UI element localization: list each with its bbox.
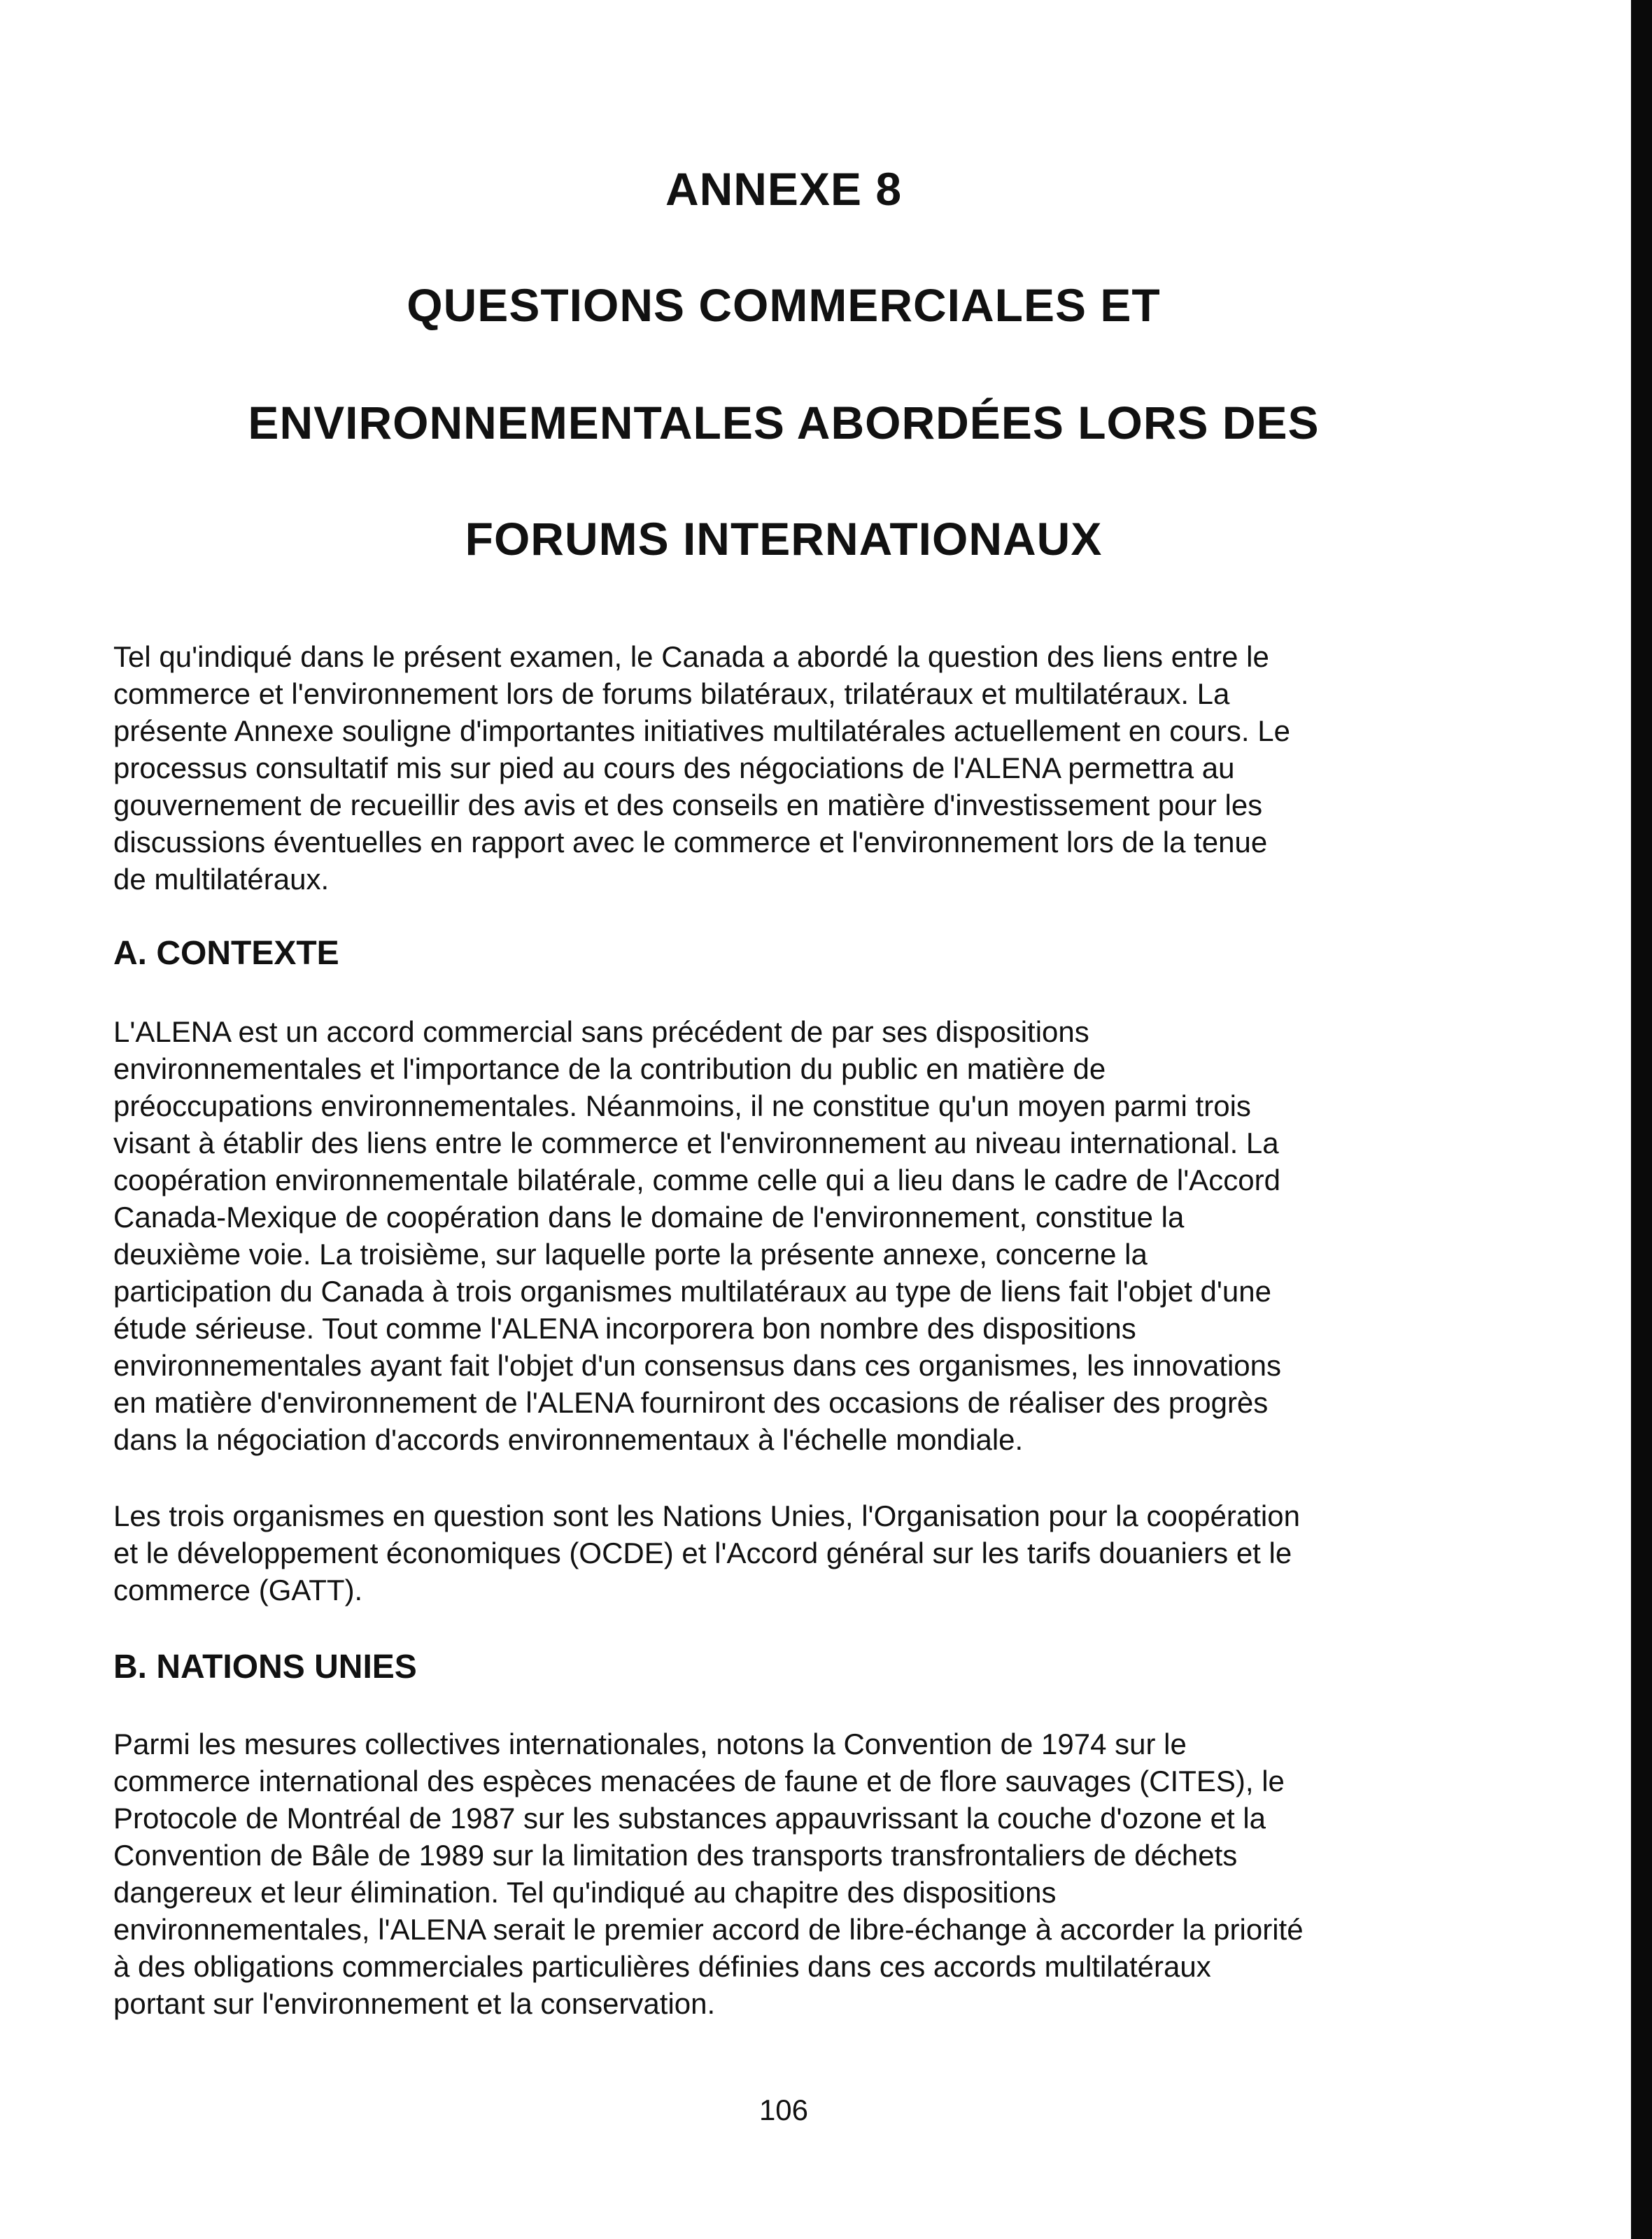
text-line: discussions éventuelles en rapport avec le commerce et l'environnement lors de la tenue	[113, 826, 1268, 859]
text-line: préoccupations environnementales. Néanmoins, il ne constitue qu'un moyen parmi trois	[113, 1089, 1251, 1122]
text-line: dans la négociation d'accords environnementaux à l'échelle mondiale.	[113, 1423, 1024, 1456]
text-line: participation du Canada à trois organismes multilatéraux au type de liens fait l'objet d'une	[113, 1275, 1272, 1308]
text-line: en matière d'environnement de l'ALENA fourniront des occasions de réaliser des progrès	[113, 1386, 1269, 1419]
section-b-paragraph-1	[113, 1725, 1527, 2022]
text-line: environnementales, l'ALENA serait le premier accord de libre-échange à accorder la priorité	[113, 1913, 1304, 1946]
text-line: portant sur l'environnement et la conservation.	[113, 1987, 716, 2020]
text-line: L'ALENA est un accord commercial sans précédent de par ses dispositions	[113, 1015, 1089, 1048]
text-line: dangereux et leur élimination. Tel qu'indiqué au chapitre des dispositions	[113, 1876, 1057, 1909]
text-line: environnementales ayant fait l'objet d'un consensus dans ces organismes, les innovations	[113, 1349, 1282, 1382]
title-line-1: QUESTIONS COMMERCIALES ET	[407, 279, 1161, 331]
title-line-2: ENVIRONNEMENTALES ABORDÉES LORS DES	[248, 397, 1320, 448]
section-b-heading: B. NATIONS UNIES	[113, 1648, 417, 1686]
text-line: Les trois organismes en question sont les Nations Unies, l'Organisation pour la coopération	[113, 1499, 1300, 1532]
text-line: commerce (GATT).	[113, 1574, 363, 1606]
text-line: deuxième voie. La troisième, sur laquelle porte la présente annexe, concerne la	[113, 1238, 1148, 1271]
text-line: environnementales et l'importance de la contribution du public en matière de	[113, 1052, 1106, 1085]
text-line: visant à établir des liens entre le commerce et l'environnement au niveau international. La	[113, 1126, 1279, 1159]
section-a-heading: A. CONTEXTE	[113, 935, 339, 972]
annex-title: ANNEXE 8	[665, 163, 903, 215]
page-number: 106	[758, 2093, 809, 2126]
text-line: Canada-Mexique de coopération dans le domaine de l'environnement, constitue la	[113, 1201, 1185, 1234]
text-line: commerce international des espèces menacées de faune et de flore sauvages (CITES), le	[113, 1765, 1285, 1797]
text-line: de multilatéraux.	[113, 863, 330, 896]
scan-edge-bar	[1631, 0, 1652, 2239]
text-line: processus consultatif mis sur pied au cours des négociations de l'ALENA permettra au	[113, 751, 1235, 784]
intro-paragraph	[113, 638, 1527, 898]
text-line: commerce et l'environnement lors de forums bilatéraux, trilatéraux et multilatéraux. La	[113, 677, 1230, 710]
title-line-3: FORUMS INTERNATIONAUX	[465, 513, 1103, 565]
text-line: et le développement économiques (OCDE) et l'Accord général sur les tarifs douaniers et le	[113, 1537, 1292, 1569]
text-line: Parmi les mesures collectives internationales, notons la Convention de 1974 sur le	[113, 1728, 1187, 1760]
text-line: Convention de Bâle de 1989 sur la limitation des transports transfrontaliers de déchets	[113, 1839, 1238, 1872]
text-line: coopération environnementale bilatérale, comme celle qui a lieu dans le cadre de l'Accord	[113, 1164, 1280, 1196]
text-line: à des obligations commerciales particulières définies dans ces accords multilatéraux	[113, 1950, 1211, 1983]
text-line: gouvernement de recueillir des avis et des conseils en matière d'investissement pour les	[113, 789, 1263, 821]
section-a-paragraph-2	[113, 1497, 1527, 1609]
text-line: Protocole de Montréal de 1987 sur les substances appauvrissant la couche d'ozone et la	[113, 1802, 1266, 1835]
text-line: étude sérieuse. Tout comme l'ALENA incorporera bon nombre des dispositions	[113, 1312, 1136, 1345]
text-line: Tel qu'indiqué dans le présent examen, le Canada a abordé la question des liens entre le	[113, 640, 1269, 673]
section-a-paragraph-1	[113, 1013, 1527, 1458]
text-line: présente Annexe souligne d'importantes initiatives multilatérales actuellement en cours. Le	[113, 714, 1290, 747]
